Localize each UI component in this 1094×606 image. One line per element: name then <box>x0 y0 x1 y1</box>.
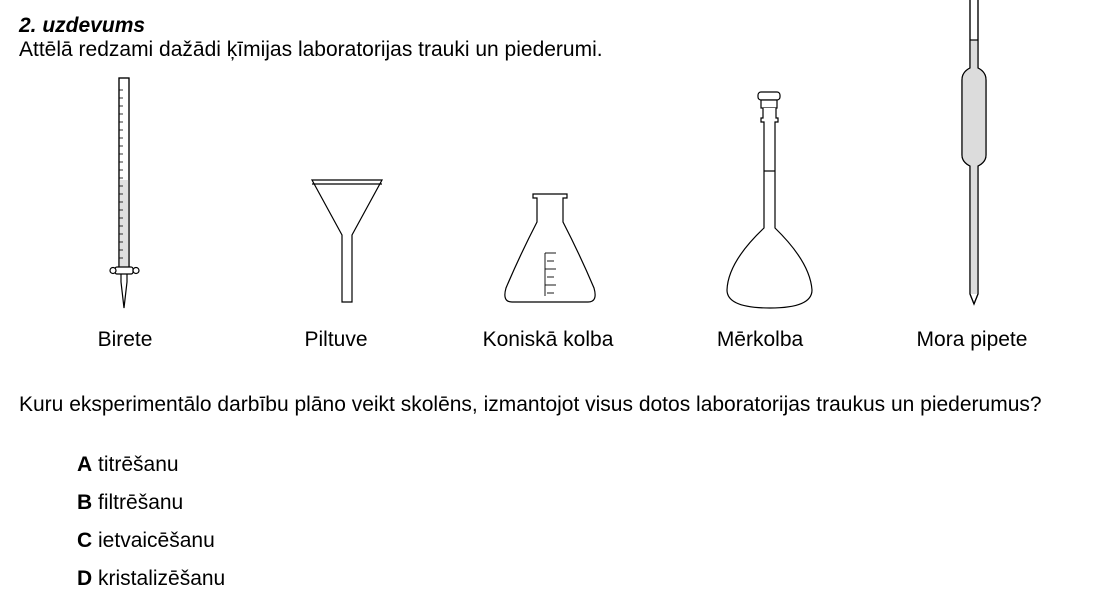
task-title: 2. uzdevums <box>19 14 146 37</box>
burette-label: Birete <box>97 328 153 351</box>
funnel-label: Piltuve <box>304 328 368 351</box>
option-b[interactable] <box>77 491 225 529</box>
option-text: filtrēšanu <box>98 491 184 514</box>
question-text: Kuru eksperimentālo darbību plāno veikt skolēns, izmantojot visus dotos laboratorijas traukus un piederumus? <box>19 393 1042 416</box>
option-c[interactable] <box>77 529 225 567</box>
funnel-icon <box>312 180 382 302</box>
option-letter: A <box>77 453 93 476</box>
option-d[interactable] <box>77 567 225 605</box>
mohr-pipette-icon <box>962 0 986 304</box>
option-text: kristalizēšanu <box>98 567 226 590</box>
option-letter: C <box>77 529 93 552</box>
option-letter: B <box>77 491 93 514</box>
mohr-pipette-label: Mora pipete <box>916 328 1028 351</box>
volumetric-flask-label: Mērkolba <box>716 328 804 351</box>
conical-flask-label: Koniskā kolba <box>482 328 614 351</box>
option-a[interactable] <box>77 453 225 491</box>
option-text: titrēšanu <box>98 453 179 476</box>
option-text: ietvaicēšanu <box>98 529 215 552</box>
task-intro: Attēlā redzami dažādi ķīmijas laboratorijas trauki un piederumi. <box>19 38 603 61</box>
answer-options <box>77 453 225 605</box>
volumetric-flask-icon <box>727 92 812 308</box>
option-letter: D <box>77 567 93 590</box>
conical-flask-icon <box>505 194 595 302</box>
burette-icon <box>110 78 139 308</box>
